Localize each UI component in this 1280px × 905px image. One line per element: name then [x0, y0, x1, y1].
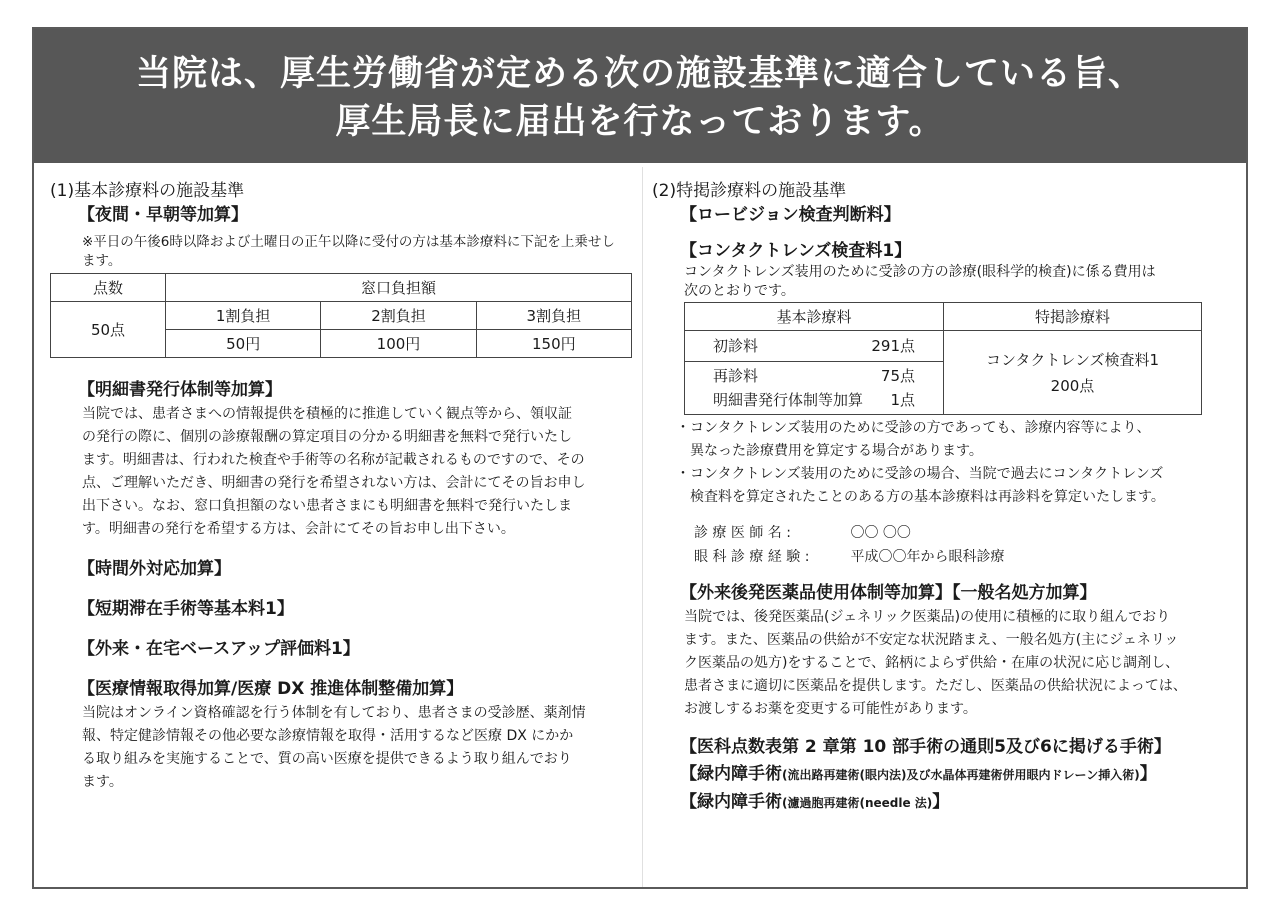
- jikangai-heading: 【時間外対応加算】: [78, 559, 231, 579]
- points-value: 50点: [51, 302, 166, 358]
- copay-header: 窓口負担額: [166, 274, 632, 302]
- meisai-line: 点、ご理解いただき、明細書の発行を希望されない方は、会計にてその旨お申し: [82, 475, 586, 491]
- fee-label: 明細書発行体制等加算: [713, 391, 864, 409]
- generic-line: ク医薬品の処方)をすることで、銘柄によらず供給・在庫の状況に応じ調剤し、: [684, 655, 1180, 671]
- fee-row: [685, 388, 943, 414]
- baseup-heading: 【外来・在宅ベースアップ評価料1】: [78, 639, 360, 659]
- dx-heading: 【医療情報取得加算/医療 DX 推進体制整備加算】: [78, 679, 464, 699]
- doctor-info: [652, 521, 1236, 569]
- low-vision-heading: 【ロービジョン検査判断料】: [680, 205, 901, 225]
- glaucoma-2-main: 【緑内障手術: [680, 792, 782, 812]
- cl-text: [652, 263, 1236, 301]
- experience-label: 眼 科 診 療 経 験 :: [694, 549, 810, 565]
- meisai-text: [50, 403, 634, 541]
- section-title-basic: (1)基本診療料の施設基準: [50, 181, 245, 201]
- notice-header: [34, 29, 1246, 163]
- basic-fee-header: 基本診療料: [685, 303, 944, 331]
- glaucoma-1-sub: (流出路再建術(眼内法)及び水晶体再建術併用眼内ドレーン挿入術): [782, 768, 1140, 782]
- header-line-2: 厚生局長に届出を行なっております。: [335, 102, 945, 142]
- special-fee-value: 200点: [1050, 376, 1095, 395]
- notice-frame: [32, 27, 1248, 889]
- glaucoma-1-end: 】: [1139, 764, 1157, 784]
- glaucoma-2-end: 】: [932, 792, 950, 812]
- fee-value: 1点: [890, 391, 915, 409]
- experience-row: [694, 545, 1236, 569]
- generic-line: お渡しするお薬を変更する可能性があります。: [684, 701, 977, 717]
- meisai-line: 出下さい。なお、窓口負担額のない患者さまにも明細書を無料で発行いたしま: [82, 498, 572, 514]
- copay-2-amount: 100円: [321, 330, 476, 358]
- generic-line: ます。また、医薬品の供給が不安定な状況踏まえ、一般名処方(主にジェネリッ: [684, 632, 1179, 648]
- fee-row: [685, 331, 943, 362]
- copay-1-amount: 50円: [166, 330, 321, 358]
- copay-3-header: 3割負担: [476, 302, 631, 330]
- dx-line: ます。: [82, 774, 123, 790]
- column-divider: [642, 167, 643, 887]
- meisai-line: の発行の際に、個別の診療報酬の算定項目の分かる明細書を無料で発行いたし: [82, 429, 572, 445]
- generic-line: 当院では、後発医薬品(ジェネリック医薬品)の使用に積極的に取り組んでおり: [684, 609, 1171, 625]
- generic-line: 患者さまに適切に医薬品を提供します。ただし、医薬品の供給状況によっては、: [684, 678, 1187, 694]
- glaucoma-surgery-2: [652, 790, 1236, 815]
- night-heading: 【夜間・早朝等加算】: [78, 205, 248, 225]
- surgery-heading: 【医科点数表第 2 章第 10 部手術の通則5及び6に掲げる手術】: [680, 737, 1171, 757]
- header-line-1: 当院は、厚生労働省が定める次の施設基準に適合している旨、: [135, 54, 1144, 94]
- points-header: 点数: [51, 274, 166, 302]
- glaucoma-1-main: 【緑内障手術: [680, 764, 782, 784]
- cl-fee-table: [684, 302, 1202, 415]
- special-fee-cell: [944, 331, 1202, 415]
- basic-fee-cell: [685, 331, 944, 415]
- dx-line: 当院はオンライン資格確認を行う体制を有しており、患者さまの受診歴、薬剤情: [82, 705, 586, 721]
- fee-label: 再診料: [713, 367, 759, 385]
- tanki-heading: 【短期滞在手術等基本料1】: [78, 599, 294, 619]
- experience-value: 平成〇〇年から眼科診療: [850, 549, 1005, 565]
- glaucoma-2-sub: (濾過胞再建術(needle 法): [782, 796, 933, 810]
- dx-text: [50, 702, 634, 794]
- copay-1-header: 1割負担: [166, 302, 321, 330]
- doctor-label: 診 療 医 師 名 :: [694, 525, 791, 541]
- doctor-row: [694, 521, 1236, 545]
- bullet-line: 異なった診療費用を算定する場合があります。: [690, 443, 983, 459]
- special-fee-header: 特掲診療料: [944, 303, 1202, 331]
- generic-heading: 【外来後発医薬品使用体制等加算】【一般名処方加算】: [680, 583, 1097, 603]
- cl-line: 次のとおりです。: [684, 283, 795, 299]
- doctor-value: 〇〇 〇〇: [850, 525, 911, 541]
- bullet-line: 検査料を算定されたことのある方の基本診療料は再診料を算定いたします。: [690, 489, 1165, 505]
- special-fee-name: コンタクトレンズ検査料1: [985, 350, 1160, 369]
- copay-3-amount: 150円: [476, 330, 631, 358]
- bullet-line: ・コンタクトレンズ装用のために受診の方であっても、診療内容等により、: [676, 420, 1151, 436]
- meisai-line: ます。明細書は、行われた検査や手術等の名称が記載されるものですので、その: [82, 452, 585, 468]
- meisai-line: 当院では、患者さまへの情報提供を積極的に推進していく観点等から、領収証: [82, 406, 572, 422]
- generic-text: [652, 606, 1236, 721]
- night-fee-table: [50, 273, 632, 358]
- cl-bullets: [652, 417, 1236, 509]
- fee-value: 75点: [880, 367, 915, 385]
- right-column: [652, 179, 1236, 815]
- glaucoma-surgery-1: [652, 762, 1236, 787]
- fee-label: 初診料: [713, 337, 759, 355]
- section-title-special: (2)特掲診療料の施設基準: [652, 181, 847, 201]
- cl-heading: 【コンタクトレンズ検査料1】: [680, 241, 912, 261]
- meisai-line: す。明細書の発行を希望する方は、会計にてその旨お申し出下さい。: [82, 521, 515, 537]
- copay-2-header: 2割負担: [321, 302, 476, 330]
- bullet-line: ・コンタクトレンズ装用のために受診の場合、当院で過去にコンタクトレンズ: [676, 466, 1164, 482]
- night-note: ※平日の午後6時以降および土曜日の正午以降に受付の方は基本診療料に下記を上乗せします。: [82, 234, 615, 269]
- dx-line: る取り組みを実施することで、質の高い医療を提供できるよう取り組んでおり: [82, 751, 572, 767]
- meisai-heading: 【明細書発行体制等加算】: [78, 380, 282, 400]
- fee-row: [685, 362, 943, 388]
- dx-line: 報、特定健診情報その他必要な診療情報を取得・活用するなど医療 DX にかか: [82, 728, 574, 744]
- left-column: [50, 179, 634, 794]
- fee-value: 291点: [871, 337, 915, 355]
- cl-line: コンタクトレンズ装用のために受診の方の診療(眼科学的検査)に係る費用は: [684, 264, 1156, 280]
